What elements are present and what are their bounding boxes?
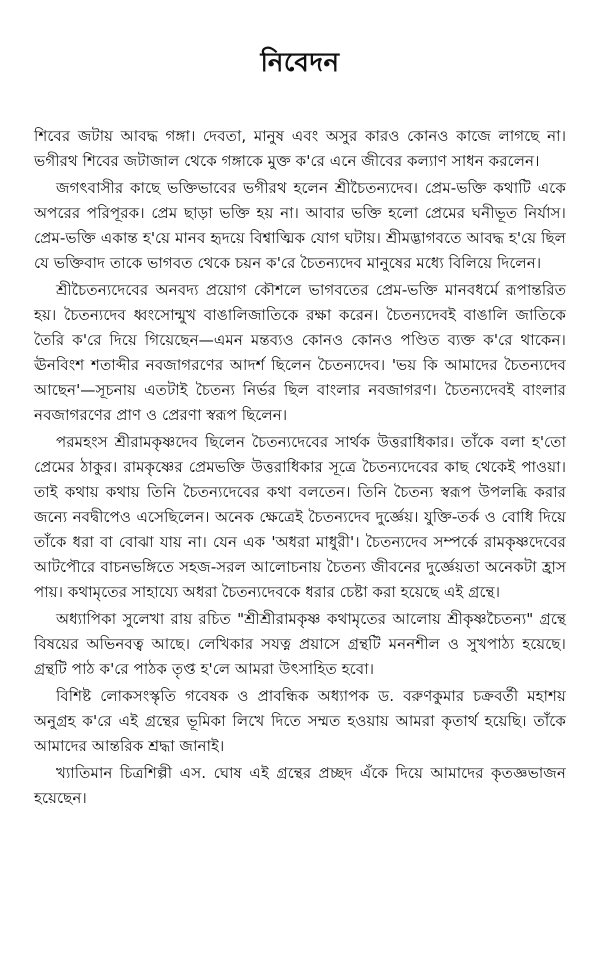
paragraph-7: খ্যাতিমান চিত্রশিল্পী এস. ঘোষ এই গ্রন্থের প্রচ্ছদ এঁকে দিয়ে আমাদের কৃতজ্ঞভাজন হয়েছেন। (34, 764, 566, 807)
page-title: নিবেদন (260, 48, 340, 78)
paragraph-5: অধ্যাপিকা সুলেখা রায় রচিত "শ্রীশ্রীরামকৃষ্ণ কথামৃতের আলোয় শ্রীকৃষ্ণচৈতন্য" গ্রন্থে বিষয়ের অভিনবত্ব আছে। লেখিকার সযত্ন প্রয়াসে গ্রন্থটি মননশীল ও সুখপাঠ্য হয়েছে। গ্রন্থটি পাঠ ক'রে পাঠক তৃপ্ত হ'লে আমরা উৎসাহিত হবো। (34, 610, 566, 678)
paragraph-1: শিবের জটায় আবদ্ধ গঙ্গা। দেবতা, মানুষ এবং অসুর কারও কোনও কাজে লাগছে না। ভগীরথ শিবের জটাজাল থেকে গঙ্গাকে মুক্ত ক'রে এনে জীবের কল্যাণ সাধন করলেন। (34, 127, 566, 170)
paragraph-6: বিশিষ্ট লোকসংস্কৃতি গবেষক ও প্রাবন্ধিক অধ্যাপক ড. বরুণকুমার চক্রবর্তী মহাশয় অনুগ্রহ ক'রে এই গ্রন্থের ভূমিকা লিখে দিতে সম্মত হওয়ায় আমরা কৃতার্থ হয়েছি। তাঁকে আমাদের আন্তরিক শ্রদ্ধা জানাই। (34, 687, 566, 755)
body-text (34, 124, 566, 811)
paragraph-2: জগৎবাসীর কাছে ভক্তিভাবের ভগীরথ হলেন শ্রীচৈতন্যদেব। প্রেম-ভক্তি কথাটি একে অপরের পরিপূরক। প্রেম ছাড়া ভক্তি হয় না। আবার ভক্তি হলো প্রেমের ঘনীভূত নির্যাস। প্রেম-ভক্তি একান্ত হ'য়ে মানব হৃদয়ে বিশ্বাত্মিক যোগ ঘটায়। শ্রীমদ্ভাগবতে আবদ্ধ হ'য়ে ছিল যে ভক্তিবাদ তাকে ভাগবত থেকে চয়ন ক'রে চৈতন্যদেব মানুষের মধ্যে বিলিয়ে দিলেন। (34, 179, 566, 272)
paragraph-4: পরমহংস শ্রীরামকৃষ্ণদেব ছিলেন চৈতন্যদেবের সার্থক উত্তরাধিকার। তাঁকে বলা হ'তো প্রেমের ঠাকুর। রামকৃষ্ণের প্রেমভক্তি উত্তরাধিকার সূত্রে চৈতন্যদেবের কাছ থেকেই পাওয়া। তাই কথায় কথায় তিনি চৈতন্যদেবের কথা বলতেন। তিনি চৈতন্য স্বরূপ উপলব্ধি করার জন্যে নবদ্বীপেও এসেছিলেন। অনেক ক্ষেত্রেই চৈতন্যদেব দুর্জ্ঞেয়। যুক্তি-তর্ক ও বোধি দিয়ে তাঁকে ধরা বা বোঝা যায় না। যেন এক 'অধরা মাধুরী'। চৈতন্যদেব সম্পর্কে রামকৃষ্ণদেবের আটপৌরে বাচনভঙ্গিতে সহজ-সরল আলোচনায় চৈতন্য জীবনের দুর্জ্ঞেয়তা অনেকটা হ্রাস পায়। কথামৃতের সাহায্যে অধরা চৈতন্যদেবকে ধরার চেষ্টা করা হয়েছে এই গ্রন্থে। (34, 433, 566, 601)
paragraph-3: শ্রীচৈতন্যদেবের অনবদ্য প্রয়োগ কৌশলে ভাগবতের প্রেম-ভক্তি মানবধর্মে রূপান্তরিত হয়। চৈতন্যদেব ধ্বংসোন্মুখ বাঙালিজাতিকে রক্ষা করেন। চৈতন্যদেবই বাঙালি জাতিকে তৈরি ক'রে দিয়ে গিয়েছেন—এমন মন্তব্যও কোনও কোনও পণ্ডিত ব্যক্ত ক'রে থাকেন। ঊনবিংশ শতাব্দীর নবজাগরণের আদর্শ ছিলেন চৈতন্যদেব। 'ভয় কি আমাদের চৈতন্যদেব আছেন'—সূচনায় এতটাই চৈতন্য নির্ভর ছিল বাংলার নবজাগরণ। চৈতন্যদেবই বাংলার নবজাগরণের প্রাণ ও প্রেরণা স্বরূপ ছিলেন। (34, 281, 566, 424)
